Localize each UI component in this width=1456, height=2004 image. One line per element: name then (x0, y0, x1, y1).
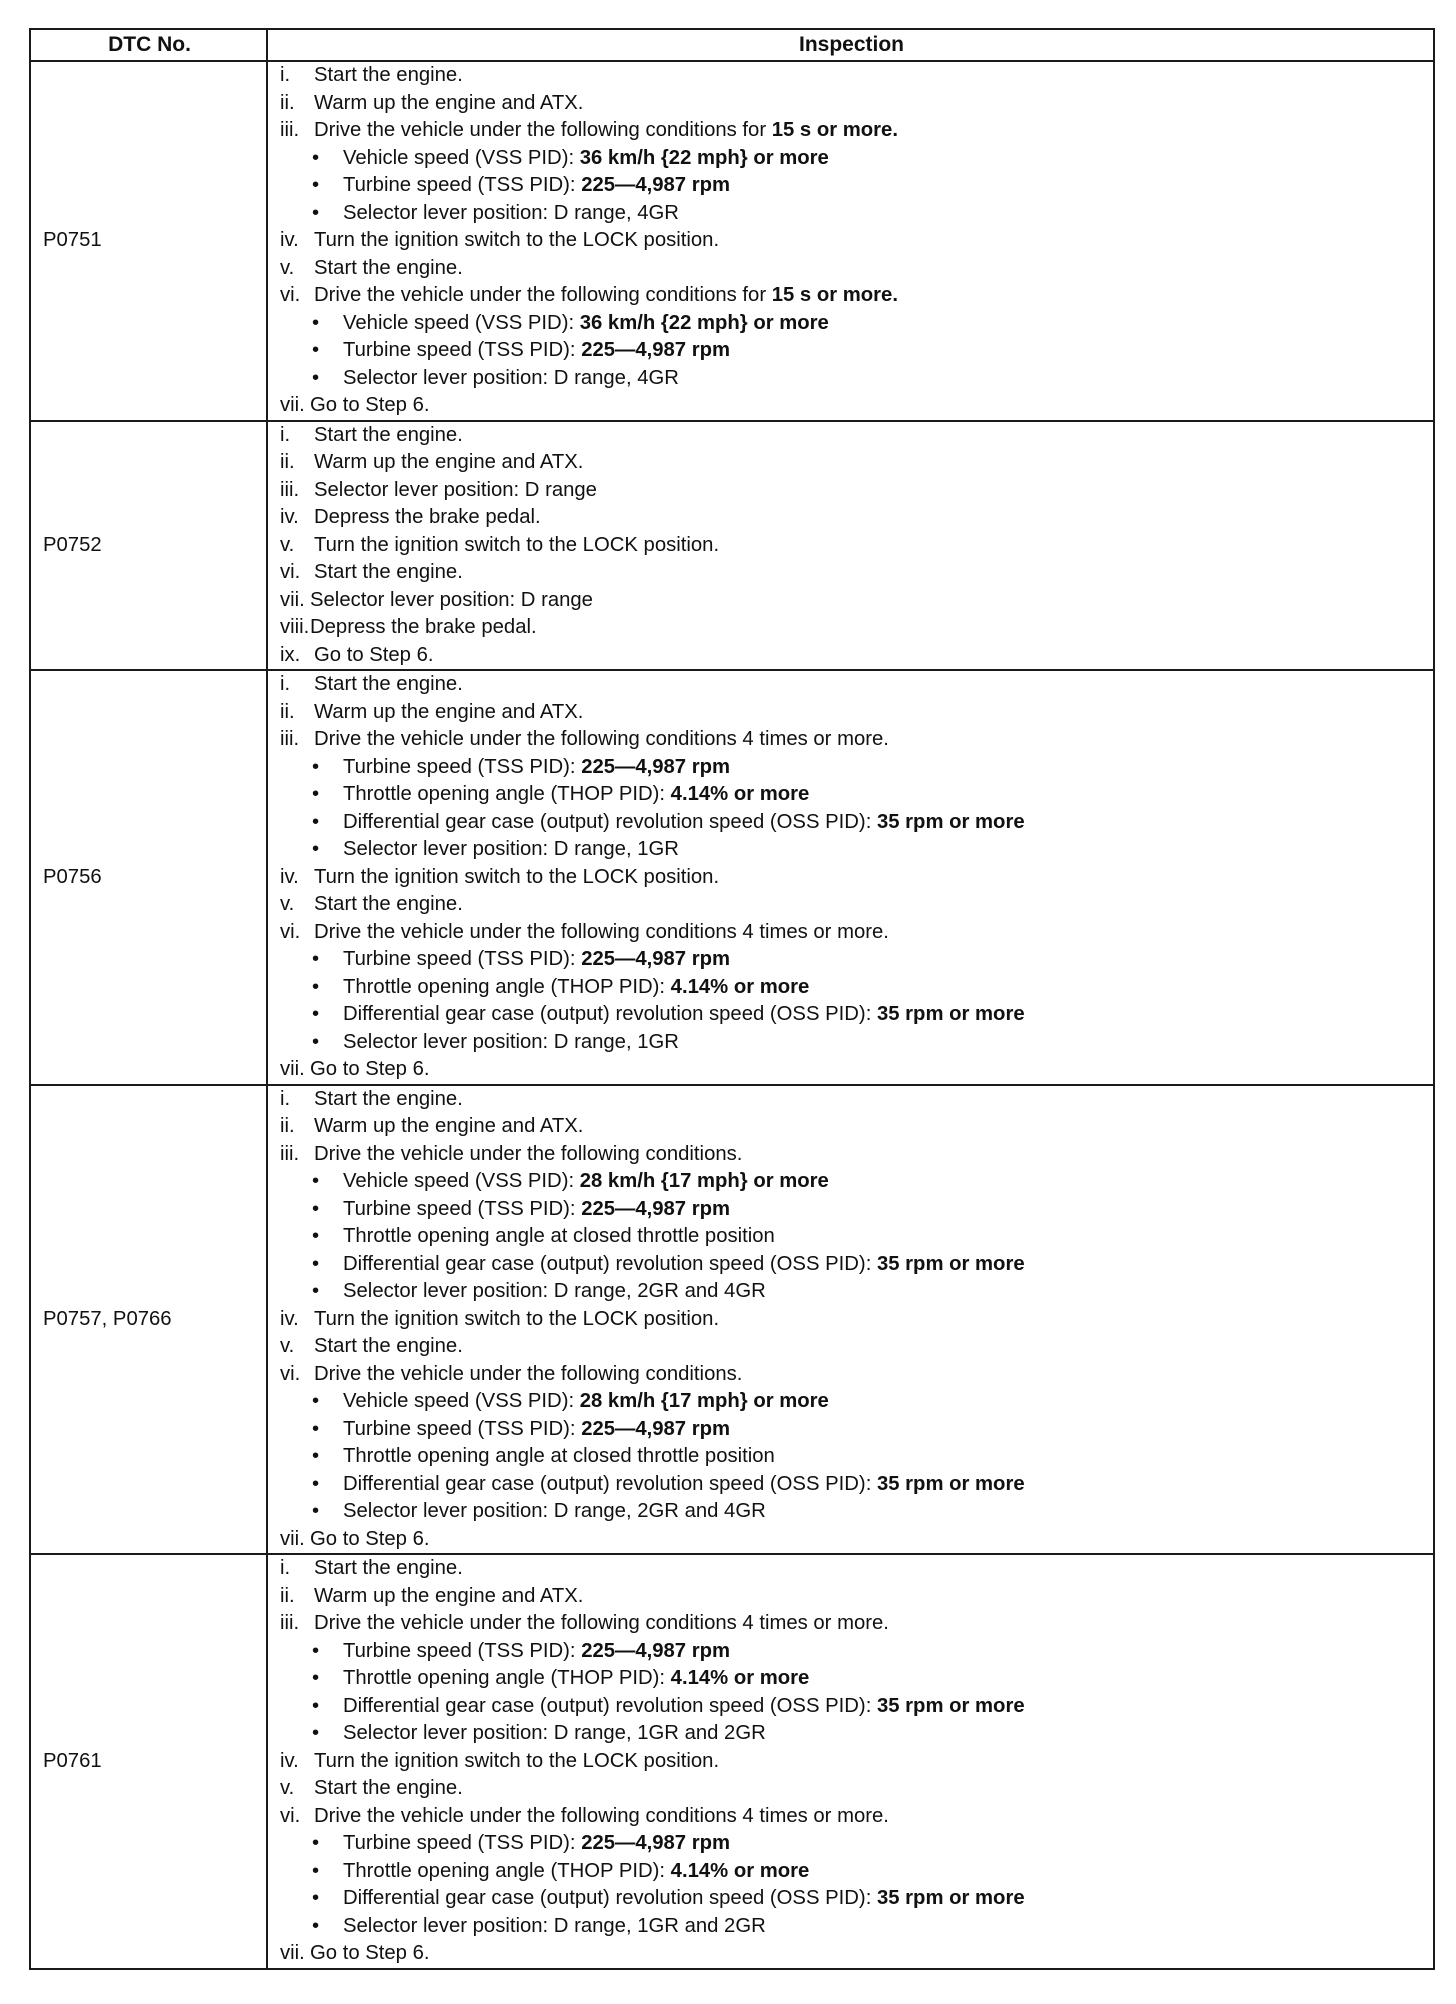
step-text: Warm up the engine and ATX. (314, 91, 584, 114)
inspection-step (280, 1583, 1423, 1611)
bullet-icon: • (312, 1914, 320, 1937)
step-text: Turbine speed (TSS PID): (343, 1832, 582, 1854)
step-number: ii. (280, 451, 295, 473)
condition-bullet (280, 809, 1423, 837)
inspection-step (280, 614, 1423, 642)
inspection-step (280, 1526, 1423, 1554)
step-text: Drive the vehicle under the following conditions 4 times or more. (314, 1804, 889, 1827)
step-number: v. (280, 893, 295, 915)
step-text: Drive the vehicle under the following conditions for (314, 284, 772, 306)
condition-bullet (280, 1638, 1423, 1666)
step-text: Throttle opening angle (THOP PID): (343, 975, 671, 998)
condition-bullet (280, 1223, 1423, 1251)
step-number: ii. (280, 700, 295, 723)
condition-bullet (280, 1885, 1423, 1913)
inspection-step (280, 1803, 1423, 1831)
step-text: Drive the vehicle under the following conditions. (314, 1142, 743, 1165)
step-text: Throttle opening angle (THOP PID): (343, 783, 671, 805)
spec-value: 4.14% or more (670, 783, 810, 805)
condition-bullet (280, 200, 1423, 228)
inspection-steps (267, 421, 1434, 671)
inspection-step (280, 559, 1423, 587)
bullet-icon: • (312, 1667, 320, 1689)
spec-value: 35 rpm or more (876, 1003, 1025, 1025)
step-number: vii. (280, 1527, 305, 1550)
step-text: Go to Step 6. (310, 1527, 430, 1550)
inspection-step (280, 1333, 1423, 1361)
bullet-icon: • (312, 1030, 320, 1053)
inspection-step (280, 1306, 1423, 1334)
inspection-steps (267, 61, 1434, 421)
spec-value: 4.14% or more (670, 1859, 810, 1882)
bullet-icon: • (312, 783, 320, 805)
step-number: v. (280, 533, 295, 556)
step-text: Selector lever position: D range, 4GR (343, 201, 679, 224)
step-text: Turbine speed (TSS PID): (343, 1417, 582, 1440)
bullet-icon: • (312, 838, 320, 860)
step-text: Start the engine. (314, 1557, 463, 1579)
bullet-icon: • (312, 1225, 320, 1247)
step-number: i. (280, 423, 291, 446)
step-number: i. (280, 64, 291, 86)
bullet-icon: • (312, 1472, 320, 1495)
spec-value: 225—4,987 rpm (581, 1417, 731, 1440)
inspection-step (280, 227, 1423, 255)
step-text: Start the engine. (314, 893, 463, 915)
inspection-step (280, 392, 1423, 420)
condition-bullet (280, 1858, 1423, 1886)
inspection-steps (267, 670, 1434, 1085)
step-number: vi. (280, 561, 301, 583)
step-text: Turn the ignition switch to the LOCK position. (314, 533, 720, 556)
bullet-icon: • (312, 1390, 320, 1412)
spec-value: 225—4,987 rpm (581, 1832, 731, 1854)
step-number: ix. (280, 643, 301, 666)
inspection-step (280, 1555, 1423, 1583)
step-text: Start the engine. (314, 1777, 463, 1799)
step-text: Vehicle speed (VSS PID): (343, 1390, 580, 1412)
spec-value: 28 km/h {17 mph} or more (579, 1390, 829, 1412)
spec-value: 35 rpm or more (876, 810, 1025, 833)
bullet-icon: • (312, 755, 320, 778)
condition-bullet (280, 1720, 1423, 1748)
condition-bullet (280, 1443, 1423, 1471)
inspection-step (280, 919, 1423, 947)
step-text: Selector lever position: D range, 4GR (343, 366, 679, 389)
step-number: iii. (280, 1142, 300, 1165)
step-text: Drive the vehicle under the following conditions 4 times or more. (314, 1612, 889, 1634)
condition-bullet (280, 1471, 1423, 1499)
step-number: iv. (280, 865, 299, 888)
step-number: viii. (280, 616, 310, 638)
step-number: vii. (280, 1058, 305, 1080)
step-text: Differential gear case (output) revolution speed (OSS PID): (343, 1887, 877, 1909)
dtc-code: P0761 (30, 1554, 267, 1969)
bullet-icon: • (312, 1859, 320, 1882)
table-row (30, 670, 1434, 1085)
inspection-step (280, 1748, 1423, 1776)
inspection-step (280, 477, 1423, 505)
spec-value: 35 rpm or more (876, 1694, 1025, 1717)
step-number: iv. (280, 1307, 299, 1330)
step-number: iii. (280, 1612, 300, 1634)
step-text: Throttle opening angle (THOP PID): (343, 1859, 671, 1882)
step-text: Vehicle speed (VSS PID): (343, 1170, 580, 1192)
dtc-code: P0756 (30, 670, 267, 1085)
step-number: ii. (280, 91, 295, 114)
step-text: Turbine speed (TSS PID): (343, 339, 582, 361)
step-text: Depress the brake pedal. (310, 616, 537, 638)
inspection-step (280, 1056, 1423, 1084)
table-row (30, 1085, 1434, 1555)
step-number: i. (280, 1557, 291, 1579)
step-text: Start the engine. (314, 561, 463, 583)
condition-bullet (280, 1830, 1423, 1858)
step-text: Selector lever position: D range, 1GR (343, 1030, 679, 1053)
condition-bullet (280, 1001, 1423, 1029)
dtc-inspection-table (29, 28, 1435, 1970)
step-number: vi. (280, 1362, 301, 1385)
step-number: vii. (280, 588, 305, 611)
condition-bullet (280, 310, 1423, 338)
spec-value: 4.14% or more (670, 975, 810, 998)
step-text: Differential gear case (output) revolution speed (OSS PID): (343, 1472, 877, 1495)
step-text: Drive the vehicle under the following conditions. (314, 1362, 743, 1385)
step-text: Selector lever position: D range, 1GR (343, 838, 679, 860)
step-text: Warm up the engine and ATX. (314, 700, 584, 723)
table-row (30, 1554, 1434, 1969)
inspection-step (280, 699, 1423, 727)
spec-value: 15 s or more. (771, 284, 898, 306)
inspection-step (280, 891, 1423, 919)
inspection-step (280, 587, 1423, 615)
inspection-step (280, 255, 1423, 283)
step-text: Selector lever position: D range (314, 478, 597, 501)
condition-bullet (280, 781, 1423, 809)
step-text: Throttle opening angle (THOP PID): (343, 1667, 671, 1689)
inspection-step (280, 726, 1423, 754)
bullet-icon: • (312, 1252, 320, 1275)
step-number: iii. (280, 119, 300, 141)
step-text: Start the engine. (314, 1087, 463, 1110)
step-text: Start the engine. (314, 673, 463, 695)
condition-bullet (280, 1029, 1423, 1057)
bullet-icon: • (312, 1639, 320, 1662)
bullet-icon: • (312, 1722, 320, 1744)
step-text: Go to Step 6. (314, 643, 434, 666)
inspection-step (280, 671, 1423, 699)
step-text: Warm up the engine and ATX. (314, 1584, 584, 1607)
step-number: iv. (280, 1749, 299, 1772)
spec-value: 36 km/h {22 mph} or more (579, 146, 829, 169)
step-number: i. (280, 1087, 291, 1110)
step-text: Selector lever position: D range, 1GR and 2GR (343, 1914, 766, 1937)
inspection-step (280, 1940, 1423, 1968)
condition-bullet (280, 1498, 1423, 1526)
step-text: Start the engine. (314, 423, 463, 446)
condition-bullet (280, 836, 1423, 864)
bullet-icon: • (312, 1832, 320, 1854)
step-text: Warm up the engine and ATX. (314, 1115, 584, 1137)
step-text: Vehicle speed (VSS PID): (343, 146, 580, 169)
bullet-icon: • (312, 1694, 320, 1717)
step-text: Depress the brake pedal. (314, 506, 541, 528)
step-number: v. (280, 1777, 295, 1799)
condition-bullet (280, 754, 1423, 782)
spec-value: 225—4,987 rpm (581, 755, 731, 778)
step-number: iii. (280, 728, 300, 750)
step-number: ii. (280, 1115, 295, 1137)
condition-bullet (280, 946, 1423, 974)
inspection-step (280, 642, 1423, 670)
spec-value: 15 s or more. (771, 119, 898, 141)
bullet-icon: • (312, 146, 320, 169)
bullet-icon: • (312, 366, 320, 389)
step-number: vi. (280, 1804, 301, 1827)
bullet-icon: • (312, 201, 320, 224)
inspection-steps (267, 1085, 1434, 1555)
spec-value: 28 km/h {17 mph} or more (579, 1170, 829, 1192)
inspection-steps (267, 1554, 1434, 1969)
bullet-icon: • (312, 1500, 320, 1522)
inspection-step (280, 449, 1423, 477)
condition-bullet (280, 1416, 1423, 1444)
bullet-icon: • (312, 1003, 320, 1025)
step-number: iv. (280, 506, 299, 528)
inspection-step (280, 117, 1423, 145)
condition-bullet (280, 974, 1423, 1002)
step-number: vii. (280, 394, 305, 416)
step-text: Turbine speed (TSS PID): (343, 948, 582, 970)
bullet-icon: • (312, 1887, 320, 1909)
spec-value: 225—4,987 rpm (581, 1197, 731, 1220)
header-row (30, 29, 1434, 61)
spec-value: 225—4,987 rpm (581, 174, 731, 196)
step-text: Turn the ignition switch to the LOCK position. (314, 229, 720, 251)
step-text: Differential gear case (output) revolution speed (OSS PID): (343, 810, 877, 833)
condition-bullet (280, 365, 1423, 393)
spec-value: 36 km/h {22 mph} or more (579, 311, 829, 334)
inspection-step (280, 90, 1423, 118)
inspection-step (280, 1086, 1423, 1114)
table-row (30, 61, 1434, 421)
step-text: Selector lever position: D range, 2GR and 4GR (343, 1500, 766, 1522)
step-text: Turn the ignition switch to the LOCK position. (314, 1749, 720, 1772)
table-body (30, 61, 1434, 1969)
condition-bullet (280, 1388, 1423, 1416)
step-text: Turn the ignition switch to the LOCK position. (314, 865, 720, 888)
step-text: Selector lever position: D range, 2GR and 4GR (343, 1280, 766, 1302)
bullet-icon: • (312, 1197, 320, 1220)
inspection-step (280, 62, 1423, 90)
step-text: Go to Step 6. (310, 394, 430, 416)
step-text: Vehicle speed (VSS PID): (343, 311, 580, 334)
step-text: Turbine speed (TSS PID): (343, 1197, 582, 1220)
step-number: vi. (280, 284, 301, 306)
inspection-step (280, 1610, 1423, 1638)
condition-bullet (280, 1665, 1423, 1693)
step-text: Selector lever position: D range (310, 588, 593, 611)
dtc-code: P0757, P0766 (30, 1085, 267, 1555)
condition-bullet (280, 1251, 1423, 1279)
step-number: vi. (280, 920, 301, 943)
step-number: i. (280, 673, 291, 695)
step-text: Go to Step 6. (310, 1058, 430, 1080)
step-number: v. (280, 1335, 295, 1357)
step-text: Turbine speed (TSS PID): (343, 1639, 582, 1662)
table-header (30, 29, 1434, 61)
step-text: Start the engine. (314, 64, 463, 86)
inspection-step (280, 504, 1423, 532)
dtc-code: P0752 (30, 421, 267, 671)
spec-value: 225—4,987 rpm (581, 948, 731, 970)
condition-bullet (280, 1196, 1423, 1224)
inspection-step (280, 1113, 1423, 1141)
step-text: Turn the ignition switch to the LOCK position. (314, 1307, 720, 1330)
step-text: Drive the vehicle under the following conditions 4 times or more. (314, 920, 889, 943)
step-text: Throttle opening angle at closed throttle position (343, 1225, 775, 1247)
condition-bullet (280, 1278, 1423, 1306)
step-text: Start the engine. (314, 256, 463, 279)
step-number: v. (280, 256, 295, 279)
condition-bullet (280, 1168, 1423, 1196)
bullet-icon: • (312, 948, 320, 970)
step-text: Go to Step 6. (310, 1942, 430, 1964)
condition-bullet (280, 1913, 1423, 1941)
spec-value: 35 rpm or more (876, 1472, 1025, 1495)
condition-bullet (280, 172, 1423, 200)
inspection-step (280, 864, 1423, 892)
step-number: ii. (280, 1584, 295, 1607)
table-row (30, 421, 1434, 671)
bullet-icon: • (312, 975, 320, 998)
inspection-step (280, 1361, 1423, 1389)
inspection-step (280, 1775, 1423, 1803)
step-number: iv. (280, 229, 299, 251)
step-text: Warm up the engine and ATX. (314, 451, 584, 473)
step-number: iii. (280, 478, 300, 501)
spec-value: 35 rpm or more (876, 1887, 1025, 1909)
dtc-column-header: DTC No. (30, 29, 267, 61)
spec-value: 35 rpm or more (876, 1252, 1025, 1275)
inspection-step (280, 422, 1423, 450)
bullet-icon: • (312, 174, 320, 196)
bullet-icon: • (312, 1445, 320, 1467)
spec-value: 225—4,987 rpm (581, 1639, 731, 1662)
bullet-icon: • (312, 1280, 320, 1302)
inspection-step (280, 532, 1423, 560)
dtc-code: P0751 (30, 61, 267, 421)
inspection-step (280, 1141, 1423, 1169)
bullet-icon: • (312, 339, 320, 361)
condition-bullet (280, 1693, 1423, 1721)
step-text: Turbine speed (TSS PID): (343, 755, 582, 778)
step-text: Start the engine. (314, 1335, 463, 1357)
step-text: Selector lever position: D range, 1GR and 2GR (343, 1722, 766, 1744)
bullet-icon: • (312, 810, 320, 833)
bullet-icon: • (312, 1417, 320, 1440)
step-text: Drive the vehicle under the following conditions for (314, 119, 772, 141)
step-text: Differential gear case (output) revolution speed (OSS PID): (343, 1003, 877, 1025)
inspection-column-header: Inspection (267, 29, 1434, 61)
spec-value: 225—4,987 rpm (581, 339, 731, 361)
step-text: Turbine speed (TSS PID): (343, 174, 582, 196)
spec-value: 4.14% or more (670, 1667, 810, 1689)
condition-bullet (280, 145, 1423, 173)
bullet-icon: • (312, 1170, 320, 1192)
step-text: Differential gear case (output) revolution speed (OSS PID): (343, 1694, 877, 1717)
step-number: vii. (280, 1942, 305, 1964)
step-text: Drive the vehicle under the following conditions 4 times or more. (314, 728, 889, 750)
step-text: Throttle opening angle at closed throttle position (343, 1445, 775, 1467)
inspection-step (280, 282, 1423, 310)
step-text: Differential gear case (output) revolution speed (OSS PID): (343, 1252, 877, 1275)
bullet-icon: • (312, 311, 320, 334)
condition-bullet (280, 337, 1423, 365)
